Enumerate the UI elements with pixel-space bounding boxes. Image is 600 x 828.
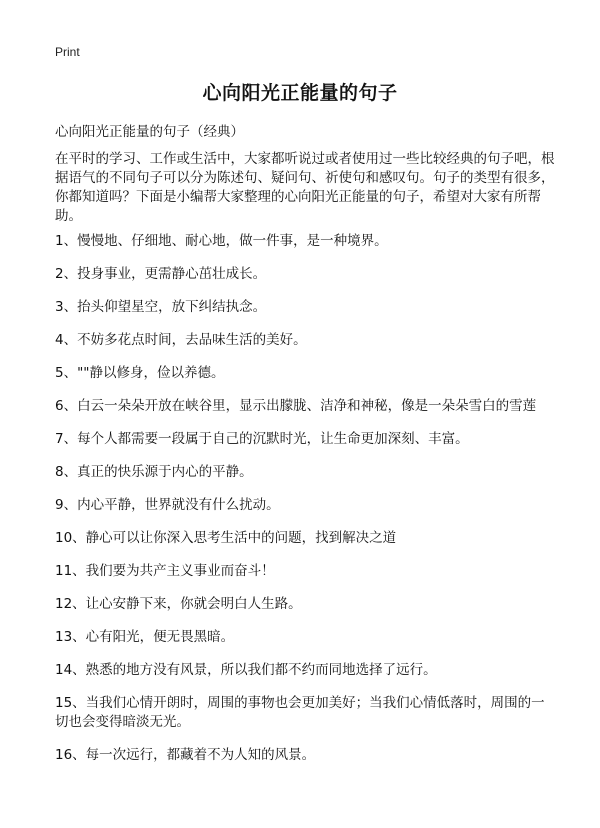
list-item: 1、慢慢地、仔细地、耐心地，做一件事，是一种境界。 [55, 233, 388, 249]
list-item: 5、""静以修身，俭以养德。 [55, 365, 225, 381]
sentence-list [55, 232, 555, 779]
list-item: 3、抬头仰望星空，放下纠结执念。 [55, 299, 267, 315]
list-item: 6、白云一朵朵开放在峡谷里，显示出朦胧、洁净和神秘，像是一朵朵雪白的雪莲 [55, 398, 537, 414]
list-item: 10、静心可以让你深入思考生活中的问题，找到解决之道 [55, 530, 397, 546]
page-subtitle: 心向阳光正能量的句子（经典） [55, 124, 244, 140]
list-item: 9、内心平静，世界就没有什么扰动。 [55, 497, 280, 513]
print-label[interactable]: Print [55, 45, 80, 59]
list-item: 8、真正的快乐源于内心的平静。 [55, 464, 253, 480]
list-item: 11、我们要为共产主义事业而奋斗！ [55, 563, 275, 579]
list-item: 14、熟悉的地方没有风景，所以我们都不约而同地选择了远行。 [55, 662, 437, 678]
list-item: 4、不妨多花点时间，去品味生活的美好。 [55, 332, 307, 348]
intro-paragraph: 在平时的学习、工作或生活中，大家都听说过或者使用过一些比较经典的句子吧，根据语气的不同句子可以分为陈述句、疑问句、祈使句和感叹句。句子的类型有很多，你都知道吗？下面是小编帮大家整理的心向阳光正能量的句子，希望对大家有所帮助。 [55, 151, 555, 224]
list-item: 12、让心安静下来，你就会明白人生路。 [55, 596, 302, 612]
page-title: 心向阳光正能量的句子 [202, 82, 398, 104]
list-item: 2、投身事业，更需静心茁壮成长。 [55, 266, 267, 282]
list-item: 15、当我们心情开朗时，周围的事物也会更加美好；当我们心情低落时，周围的一切也会变得暗淡无光。 [55, 695, 545, 730]
list-item: 7、每个人都需要一段属于自己的沉默时光，让生命更加深刻、丰富。 [55, 431, 469, 447]
list-item: 16、每一次远行，都藏着不为人知的风景。 [55, 747, 316, 763]
list-item: 13、心有阳光，便无畏黑暗。 [55, 629, 235, 645]
